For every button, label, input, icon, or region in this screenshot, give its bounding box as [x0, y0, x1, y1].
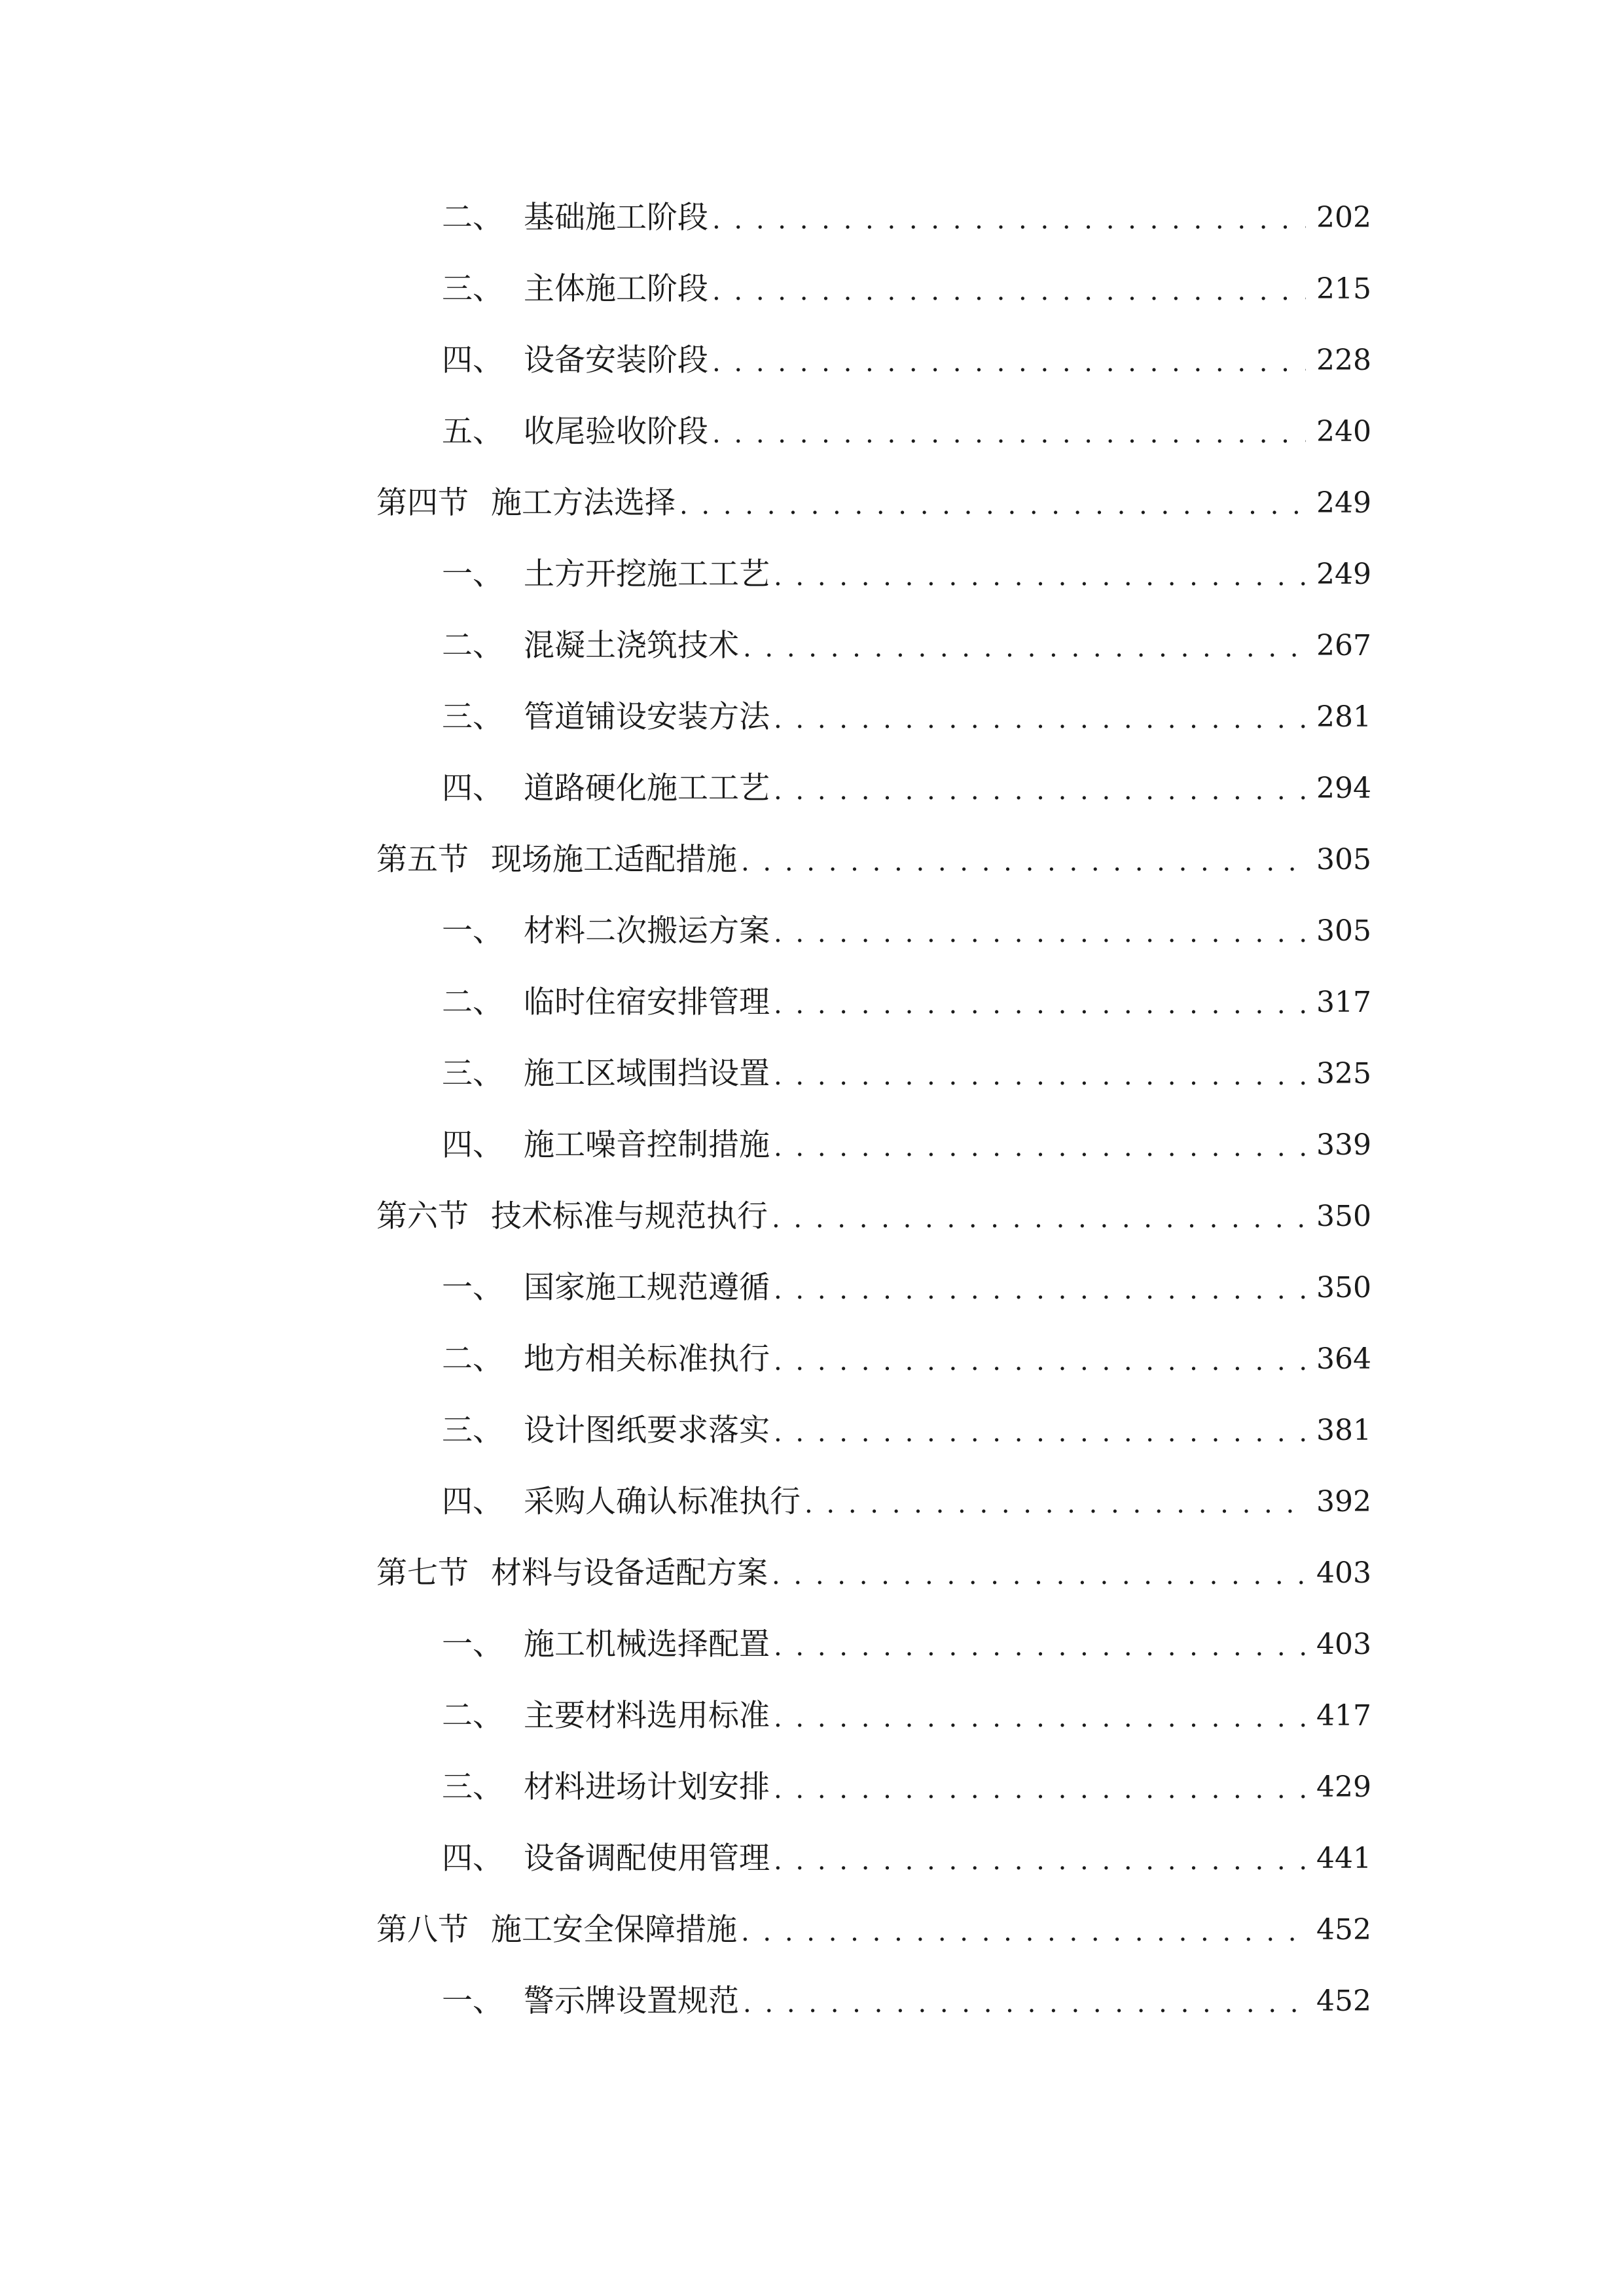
toc-entry[interactable] — [442, 1833, 1371, 1885]
toc-entry-title: 收尾验收阶段 — [524, 414, 708, 450]
toc-entry-page: 267 — [1316, 629, 1371, 662]
toc-dot-leader — [774, 1833, 1306, 1885]
toc-dot-leader — [772, 1191, 1306, 1243]
toc-dot-leader — [804, 1476, 1306, 1528]
toc-entry[interactable] — [442, 548, 1371, 601]
toc-entry-page: 452 — [1316, 1984, 1371, 2018]
toc-entry-page: 429 — [1316, 1770, 1371, 1804]
toc-dot-leader — [774, 1048, 1306, 1100]
toc-entry-number: 第八节 — [376, 1912, 469, 1948]
toc-entry[interactable] — [442, 1690, 1371, 1742]
toc-entry-title: 设备安装阶段 — [524, 342, 708, 378]
toc-section-entry[interactable] — [376, 1191, 1371, 1243]
toc-entry-number: 四、 — [442, 342, 503, 378]
toc-entry-page: 249 — [1316, 558, 1371, 591]
toc-entry-page: 325 — [1316, 1057, 1371, 1090]
toc-entry-title: 材料与设备适配方案 — [491, 1555, 768, 1591]
toc-dot-leader — [741, 834, 1306, 886]
toc-section-entry[interactable] — [376, 1547, 1371, 1600]
toc-entry-number: 四、 — [442, 1840, 503, 1876]
toc-entry[interactable] — [442, 620, 1371, 672]
toc-entry-page: 392 — [1316, 1485, 1371, 1518]
toc-entry-title: 管道铺设安装方法 — [524, 699, 770, 735]
toc-entry-page: 305 — [1316, 914, 1371, 948]
toc-entry[interactable] — [442, 334, 1371, 387]
toc-entry-page: 240 — [1316, 415, 1371, 448]
toc-entry[interactable] — [442, 192, 1371, 244]
toc-dot-leader — [774, 1761, 1306, 1814]
toc-dot-leader — [741, 1904, 1306, 1956]
toc-entry-title: 施工噪音控制措施 — [524, 1127, 770, 1163]
toc-dot-leader — [712, 263, 1306, 315]
toc-entry-title: 道路硬化施工工艺 — [524, 770, 770, 806]
toc-dot-leader — [774, 1262, 1306, 1314]
toc-entry-title: 主体施工阶段 — [524, 271, 708, 307]
toc-dot-leader — [774, 1690, 1306, 1742]
toc-entry-number: 一、 — [442, 556, 503, 592]
toc-dot-leader — [774, 905, 1306, 958]
toc-entry-title: 现场施工适配措施 — [491, 842, 737, 878]
toc-entry[interactable] — [442, 1619, 1371, 1671]
toc-entry-title: 采购人确认标准执行 — [524, 1484, 801, 1520]
toc-entry-page: 317 — [1316, 986, 1371, 1019]
toc-entry-title: 国家施工规范遵循 — [524, 1270, 770, 1306]
toc-entry-title: 施工机械选择配置 — [524, 1626, 770, 1662]
toc-entry[interactable] — [442, 1333, 1371, 1386]
toc-entry-number: 一、 — [442, 1270, 503, 1306]
toc-entry-page: 249 — [1316, 486, 1371, 520]
toc-entry-number: 二、 — [442, 984, 503, 1020]
toc-entry-number: 二、 — [442, 628, 503, 664]
toc-entry[interactable] — [442, 1262, 1371, 1314]
toc-entry-number: 四、 — [442, 770, 503, 806]
toc-entry-page: 403 — [1316, 1556, 1371, 1590]
toc-entry[interactable] — [442, 1119, 1371, 1172]
toc-entry-title: 临时住宿安排管理 — [524, 984, 770, 1020]
toc-section-entry[interactable] — [376, 834, 1371, 886]
toc-entry-title: 施工区域围挡设置 — [524, 1056, 770, 1092]
toc-section-entry[interactable] — [376, 477, 1371, 529]
toc-entry-title: 地方相关标准执行 — [524, 1341, 770, 1377]
toc-dot-leader — [774, 1619, 1306, 1671]
toc-entry-number: 三、 — [442, 1056, 503, 1092]
toc-section-entry[interactable] — [376, 1904, 1371, 1956]
toc-entry-title: 基础施工阶段 — [524, 200, 708, 236]
toc-entry[interactable] — [442, 1761, 1371, 1814]
toc-dot-leader — [772, 1547, 1306, 1600]
toc-entry[interactable] — [442, 762, 1371, 815]
toc-entry-number: 二、 — [442, 1698, 503, 1734]
toc-entry-number: 第七节 — [376, 1555, 469, 1591]
toc-entry-title: 技术标准与规范执行 — [491, 1198, 768, 1234]
toc-entry-number: 第四节 — [376, 485, 469, 521]
toc-entry-page: 228 — [1316, 344, 1371, 377]
toc-entry-number: 三、 — [442, 1412, 503, 1448]
toc-entry[interactable] — [442, 691, 1371, 744]
toc-dot-leader — [712, 406, 1306, 458]
toc-entry-number: 二、 — [442, 1341, 503, 1377]
toc-entry[interactable] — [442, 1048, 1371, 1100]
toc-entry-number: 三、 — [442, 1769, 503, 1805]
toc-dot-leader — [679, 477, 1306, 529]
toc-entry-page: 339 — [1316, 1128, 1371, 1162]
toc-dot-leader — [712, 334, 1306, 387]
toc-entry-number: 二、 — [442, 200, 503, 236]
toc-entry[interactable] — [442, 263, 1371, 315]
toc-entry-page: 215 — [1316, 272, 1371, 306]
toc-dot-leader — [712, 192, 1306, 244]
toc-entry-page: 350 — [1316, 1271, 1371, 1304]
toc-entry[interactable] — [442, 1405, 1371, 1457]
toc-entry-title: 施工安全保障措施 — [491, 1912, 737, 1948]
toc-entry-title: 主要材料选用标准 — [524, 1698, 770, 1734]
toc-entry-page: 364 — [1316, 1342, 1371, 1376]
toc-dot-leader — [774, 1405, 1306, 1457]
toc-entry-number: 一、 — [442, 1983, 503, 2019]
toc-entry-page: 403 — [1316, 1628, 1371, 1661]
toc-entry-number: 第五节 — [376, 842, 469, 878]
toc-entry-number: 一、 — [442, 1626, 503, 1662]
toc-entry-number: 三、 — [442, 271, 503, 307]
toc-dot-leader — [774, 548, 1306, 601]
toc-entry-title: 施工方法选择 — [491, 485, 676, 521]
toc-entry-title: 材料进场计划安排 — [524, 1769, 770, 1805]
toc-entry-title: 材料二次搬运方案 — [524, 913, 770, 949]
toc-entry-title: 混凝土浇筑技术 — [524, 628, 739, 664]
toc-entry-page: 281 — [1316, 700, 1371, 734]
toc-entry-title: 设备调配使用管理 — [524, 1840, 770, 1876]
toc-entry-title: 警示牌设置规范 — [524, 1983, 739, 2019]
toc-dot-leader — [743, 1975, 1306, 2028]
toc-entry-page: 441 — [1316, 1842, 1371, 1875]
toc-entry-number: 一、 — [442, 913, 503, 949]
toc-entry-number: 三、 — [442, 699, 503, 735]
toc-entry-page: 452 — [1316, 1913, 1371, 1946]
toc-entry-page: 305 — [1316, 843, 1371, 876]
toc-entry-number: 五、 — [442, 414, 503, 450]
toc-entry-page: 202 — [1316, 201, 1371, 234]
toc-entry-number: 四、 — [442, 1484, 503, 1520]
toc-entry-number: 四、 — [442, 1127, 503, 1163]
toc-entry-page: 294 — [1316, 772, 1371, 805]
toc-entry-page: 350 — [1316, 1200, 1371, 1233]
toc-entry-number: 第六节 — [376, 1198, 469, 1234]
toc-entry[interactable] — [442, 905, 1371, 958]
toc-entry-title: 设计图纸要求落实 — [524, 1412, 770, 1448]
toc-entry[interactable] — [442, 406, 1371, 458]
toc-dot-leader — [774, 977, 1306, 1029]
toc-entry[interactable] — [442, 1476, 1371, 1528]
toc-entry-title: 土方开挖施工工艺 — [524, 556, 770, 592]
toc-entry-page: 381 — [1316, 1414, 1371, 1447]
toc-dot-leader — [743, 620, 1306, 672]
toc-entry[interactable] — [442, 977, 1371, 1029]
toc-entry[interactable] — [442, 1975, 1371, 2028]
toc-entry-page: 417 — [1316, 1699, 1371, 1732]
toc-dot-leader — [774, 1119, 1306, 1172]
toc-dot-leader — [774, 762, 1306, 815]
toc-dot-leader — [774, 1333, 1306, 1386]
toc-dot-leader — [774, 691, 1306, 744]
